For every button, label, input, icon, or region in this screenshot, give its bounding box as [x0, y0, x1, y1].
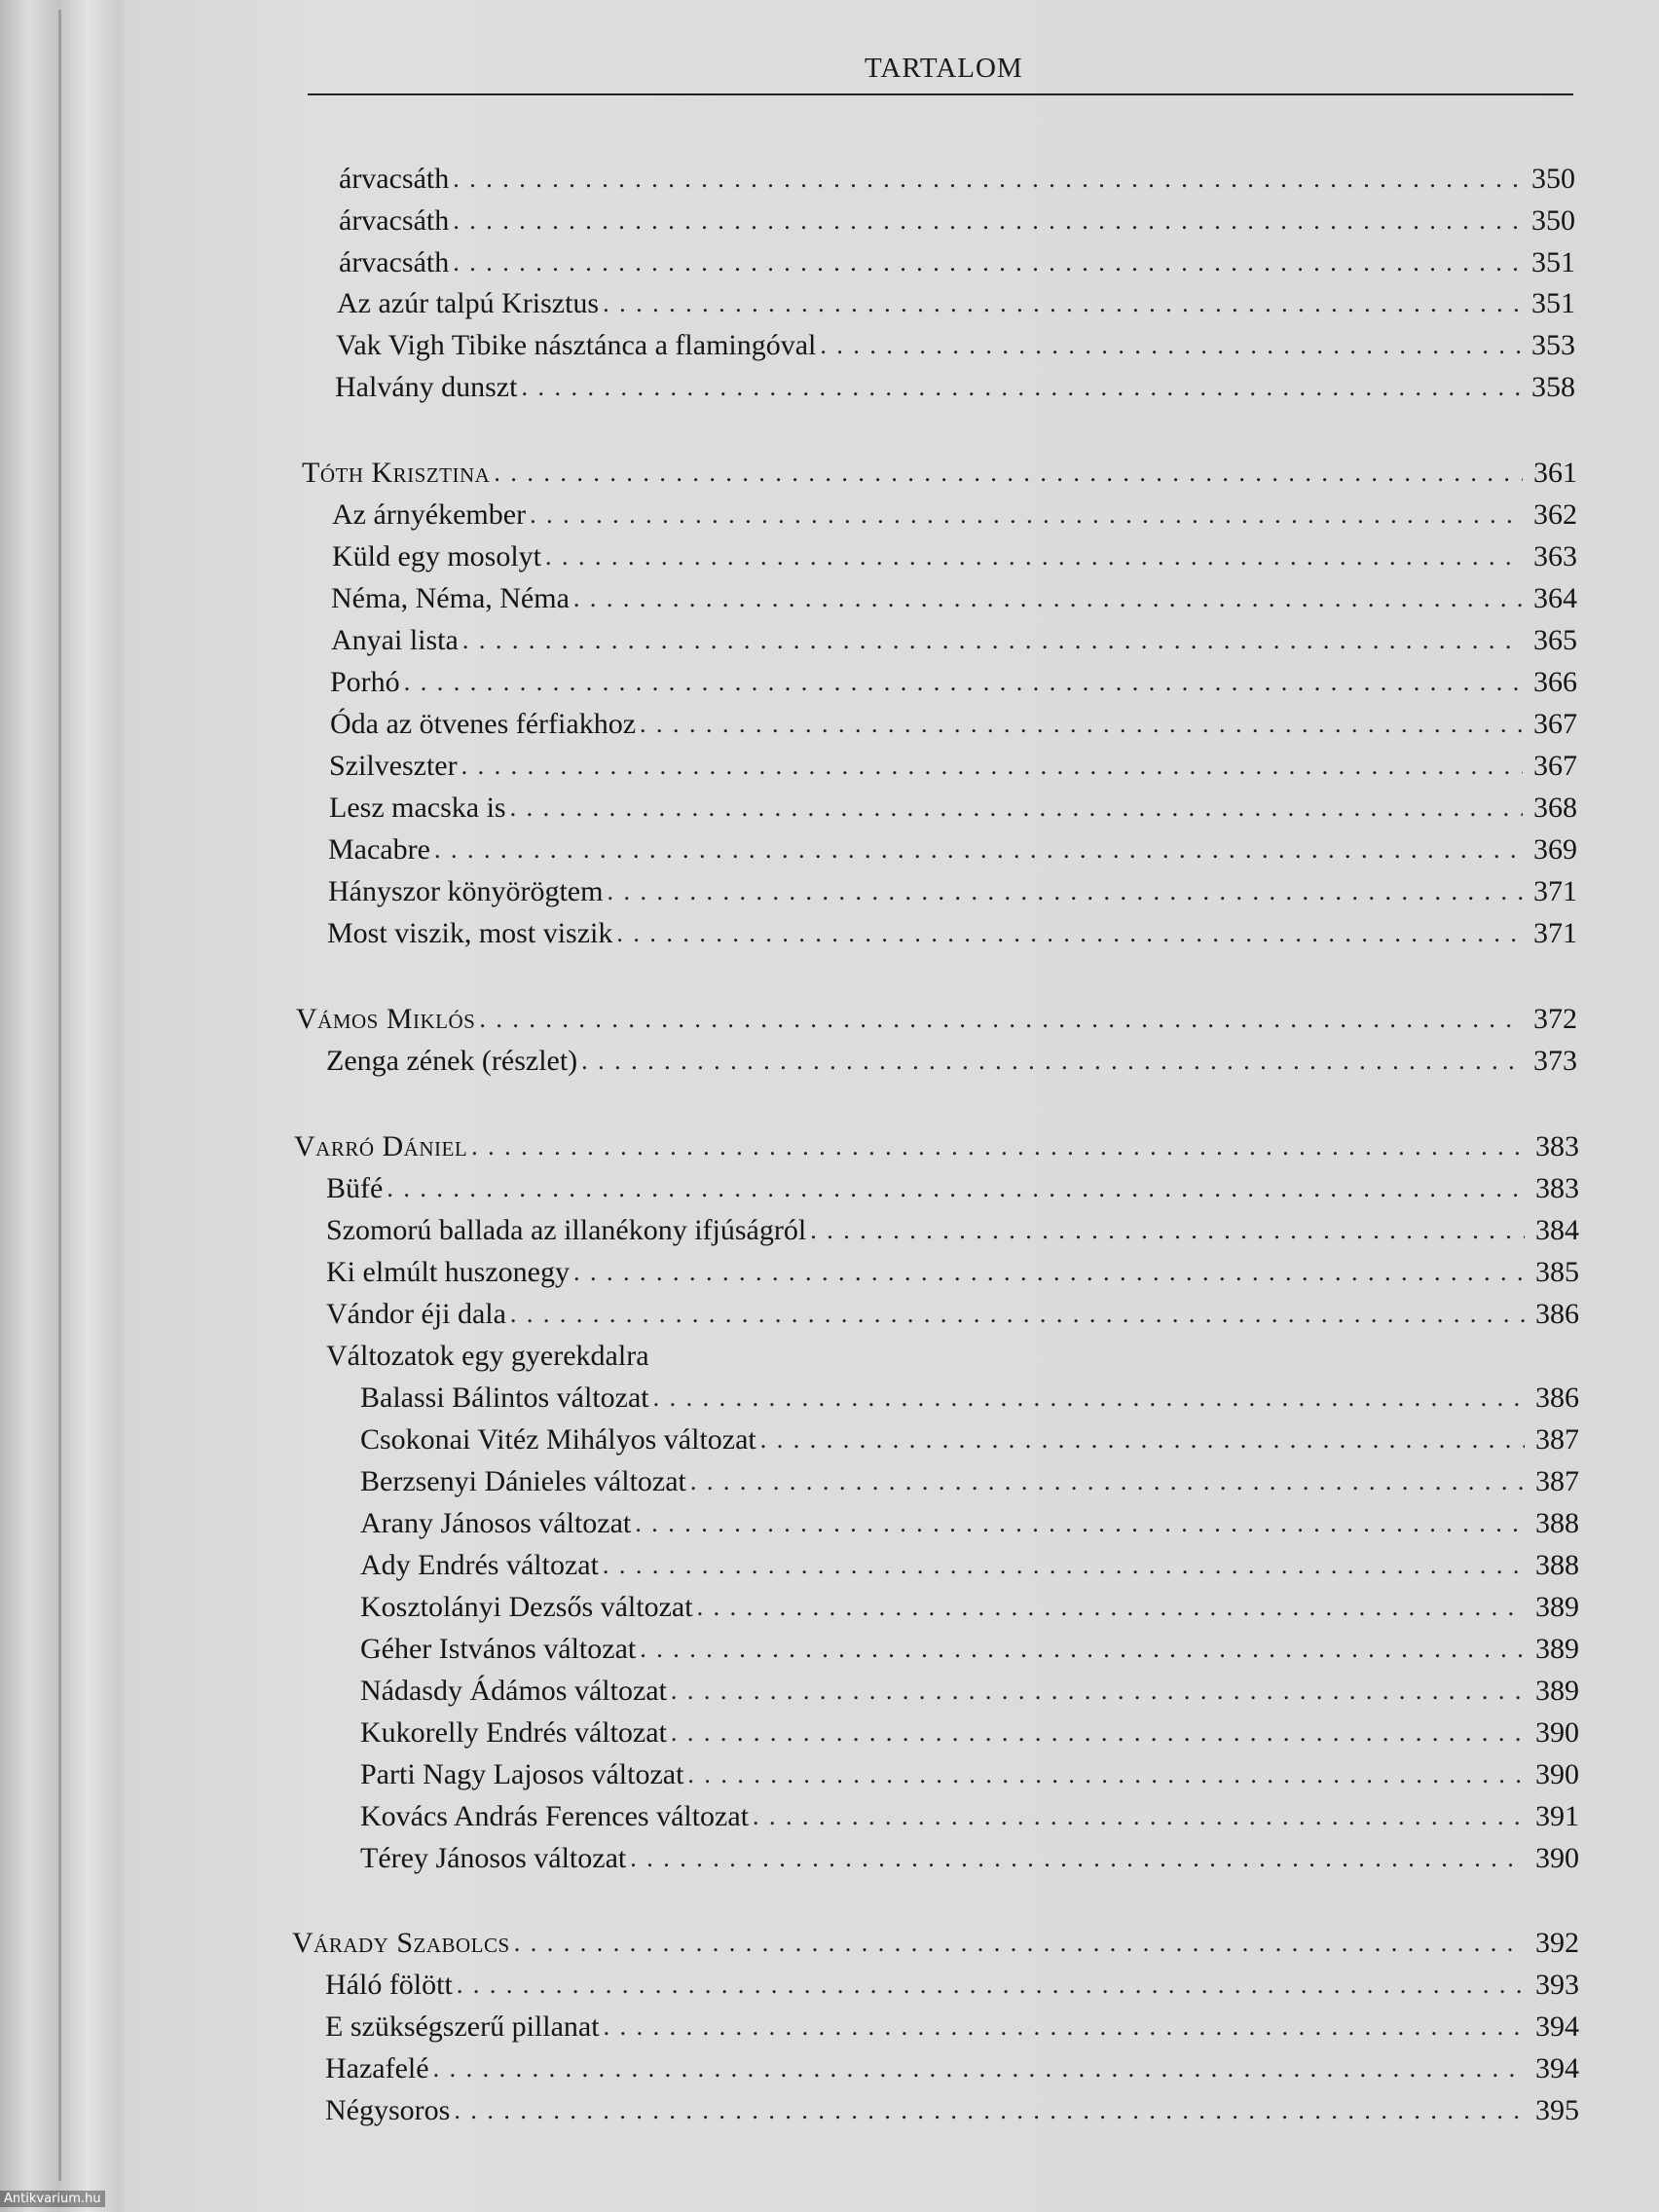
toc-entry-title: Háló fölött: [325, 1969, 453, 2001]
dot-leader: [545, 537, 1523, 576]
toc-entry-page: 384: [1535, 1214, 1579, 1246]
toc-entry-title: Büfé: [326, 1172, 384, 1204]
dot-leader: [671, 1672, 1525, 1711]
dot-leader: [404, 663, 1523, 702]
toc-entry-page: 390: [1535, 1842, 1579, 1874]
dot-leader: [387, 1169, 1525, 1208]
toc-entry-page: 389: [1535, 1633, 1579, 1665]
running-head: TARTALOM: [865, 53, 1023, 84]
toc-entry-lesz-macska: [329, 789, 1577, 828]
dot-leader: [461, 747, 1523, 786]
toc-entry-page: 364: [1533, 582, 1577, 614]
toc-entry-page: 386: [1535, 1382, 1579, 1414]
toc-entry-page: 383: [1535, 1172, 1579, 1204]
toc-entry-arnyekember: [332, 496, 1577, 535]
toc-author-varro-daniel: [294, 1127, 1579, 1166]
toc-entry-page: 353: [1531, 329, 1575, 361]
toc-entry-page: 389: [1535, 1675, 1579, 1707]
dot-leader: [810, 1211, 1525, 1250]
dot-leader: [753, 1797, 1525, 1836]
toc-entry-title: Porhó: [330, 666, 400, 698]
toc-entry-macabre: [328, 830, 1577, 869]
dot-leader: [521, 368, 1521, 407]
toc-entry-title: Küld egy mosolyt: [332, 540, 541, 572]
toc-entry-title: Vándor éji dala: [326, 1298, 506, 1330]
toc-entry-page: 367: [1533, 750, 1577, 782]
toc-author-name: Tóth Krisztina: [302, 457, 491, 489]
toc-entry-title: Géher Istvános változat: [360, 1633, 637, 1665]
dot-leader: [573, 579, 1523, 618]
toc-entry-kuld-egy-mosolyt: [332, 537, 1577, 576]
toc-entry-title: Négysoros: [325, 2094, 451, 2126]
toc-entry-page: 387: [1535, 1465, 1579, 1497]
toc-entry-page: 362: [1533, 498, 1577, 531]
dot-leader: [479, 1000, 1523, 1039]
toc-author-toth-krisztina: [302, 454, 1577, 493]
dot-leader: [603, 1546, 1525, 1585]
dot-leader: [616, 914, 1523, 953]
toc-entry-szilveszter: [329, 747, 1577, 786]
dot-leader: [573, 1253, 1525, 1292]
toc-subentry-kosztolanyi: [360, 1588, 1579, 1627]
toc-subentry-kovacs-andras: [360, 1797, 1579, 1836]
toc-entry-page: 391: [1535, 1800, 1579, 1832]
toc-entry-title: Szomorú ballada az illanékony ifjúságról: [326, 1214, 807, 1246]
toc-entry-title: Vak Vigh Tibike násztánca a flamingóval: [336, 329, 817, 361]
toc-author-name: Vámos Miklós: [296, 1003, 476, 1035]
toc-entry-page: 367: [1533, 708, 1577, 740]
toc-entry-title: Zenga zének (részlet): [326, 1045, 578, 1077]
toc-entry-hazafele: [325, 2049, 1579, 2088]
toc-entry-page: 373: [1533, 1045, 1577, 1077]
toc-entry-most-viszik: [327, 914, 1577, 953]
toc-entry-negysoros: [325, 2091, 1579, 2130]
watermark: Antikvarium.hu: [0, 2191, 105, 2207]
dot-leader: [604, 2008, 1525, 2046]
toc-entry-page: 385: [1535, 1256, 1579, 1288]
toc-entry-title: Változatok egy gyerekdalra: [326, 1340, 649, 1372]
toc-author-name: Várady Szabolcs: [292, 1927, 510, 1959]
toc-subentry-parti-nagy: [360, 1755, 1579, 1794]
toc-entry-arvacsath-1: [339, 160, 1575, 199]
dot-leader: [581, 1042, 1523, 1081]
dot-leader: [530, 496, 1523, 535]
toc-author-varady-szabolcs: [292, 1924, 1579, 1963]
dot-leader: [434, 830, 1523, 869]
toc-entry-title: Nádasdy Ádámos változat: [360, 1675, 667, 1707]
toc-entry-page: 395: [1535, 2094, 1579, 2126]
toc-entry-title: Az azúr talpú Krisztus: [337, 287, 600, 319]
toc-author-name: Varró Dániel: [294, 1130, 468, 1162]
dot-leader: [453, 202, 1521, 240]
toc-entry-bufe: [326, 1169, 1579, 1208]
toc-entry-page: 388: [1535, 1507, 1579, 1539]
toc-entry-page: 390: [1535, 1758, 1579, 1790]
toc-entry-page: 371: [1533, 875, 1577, 907]
toc-entry-title: Néma, Néma, Néma: [331, 582, 570, 614]
toc-entry-halvany-dunszt: [335, 368, 1575, 407]
toc-entry-title: Az árnyékember: [332, 498, 527, 531]
dot-leader: [433, 2049, 1525, 2088]
toc-entry-halo-folott: [325, 1966, 1579, 2005]
toc-entry-page: 366: [1533, 666, 1577, 698]
dot-leader: [635, 1504, 1525, 1543]
dot-leader: [640, 705, 1523, 744]
toc-entry-page: 358: [1531, 371, 1575, 403]
dot-leader: [510, 1295, 1525, 1334]
toc-entry-page: 350: [1531, 204, 1575, 237]
dot-leader: [454, 2091, 1525, 2130]
toc-subentry-terey: [360, 1839, 1579, 1878]
toc-entry-porho: [330, 663, 1577, 702]
toc-entry-vandor-eji-dala: [326, 1295, 1579, 1334]
toc-entry-page: 394: [1535, 2052, 1579, 2084]
toc-entry-page: 394: [1535, 2010, 1579, 2043]
dot-leader: [453, 160, 1521, 199]
toc-entry-title: Ady Endrés változat: [360, 1549, 599, 1581]
toc-subentry-nadasdy: [360, 1672, 1579, 1711]
toc-entry-page: 372: [1533, 1003, 1577, 1035]
toc-entry-title: Térey Jánosos változat: [360, 1842, 627, 1874]
toc-entry-page: 393: [1535, 1969, 1579, 2001]
toc-entry-page: 389: [1535, 1591, 1579, 1623]
toc-entry-page: 371: [1533, 917, 1577, 949]
toc-entry-ki-elmult: [326, 1253, 1579, 1292]
dot-leader: [653, 1379, 1525, 1418]
toc-author-vamos-miklos: [296, 1000, 1577, 1039]
toc-entry-page: 387: [1535, 1423, 1579, 1456]
toc-entry-title: Anyai lista: [331, 624, 459, 656]
toc-entry-page: 383: [1535, 1130, 1579, 1162]
toc-entry-title: E szükségszerű pillanat: [325, 2010, 600, 2043]
dot-leader: [640, 1630, 1525, 1669]
toc-subentry-arany: [360, 1504, 1579, 1543]
toc-entry-page: 351: [1531, 287, 1575, 319]
toc-entry-page: 363: [1533, 540, 1577, 572]
toc-entry-title: Halvány dunszt: [335, 371, 518, 403]
dot-leader: [494, 454, 1523, 493]
dot-leader: [820, 326, 1521, 365]
toc-entry-oda: [330, 705, 1577, 744]
toc-entry-page: 368: [1533, 792, 1577, 824]
dot-leader: [690, 1462, 1525, 1501]
toc-subentry-kukorelly: [360, 1714, 1579, 1752]
toc-entry-title: Kukorelly Endrés változat: [360, 1716, 667, 1749]
dot-leader: [453, 243, 1521, 282]
toc-entry-vak-vigh: [336, 326, 1575, 365]
toc-entry-valtozatok: [326, 1337, 1105, 1376]
dot-leader: [671, 1714, 1525, 1752]
toc-entry-title: Berzsenyi Dánieles változat: [360, 1465, 686, 1497]
toc-entry-page: 361: [1533, 457, 1577, 489]
toc-subentry-ady: [360, 1546, 1579, 1585]
toc-entry-title: árvacsáth: [339, 204, 450, 237]
toc-entry-anyai-lista: [331, 621, 1577, 660]
toc-entry-title: Hányszor könyörögtem: [328, 875, 604, 907]
toc-entry-e-szuksegszeru: [325, 2008, 1579, 2046]
dot-leader: [603, 284, 1521, 323]
toc-entry-page: 386: [1535, 1298, 1579, 1330]
toc-entry-title: Óda az ötvenes férfiakhoz: [330, 708, 637, 740]
toc-entry-title: Macabre: [328, 833, 430, 866]
toc-entry-azur-talpu: [337, 284, 1575, 323]
dot-leader: [687, 1755, 1525, 1794]
toc-entry-page: 365: [1533, 624, 1577, 656]
dot-leader: [514, 1924, 1525, 1963]
dot-leader: [607, 872, 1523, 911]
dot-leader: [510, 789, 1523, 828]
toc-entry-arvacsath-3: [339, 243, 1575, 282]
dot-leader: [697, 1588, 1525, 1627]
toc-entry-title: Most viszik, most viszik: [327, 917, 613, 949]
toc-entry-page: 351: [1531, 246, 1575, 278]
toc-entry-nema: [331, 579, 1577, 618]
toc-entry-page: 369: [1533, 833, 1577, 866]
toc-subentry-balassi: [360, 1379, 1579, 1418]
toc-entry-title: Lesz macska is: [329, 792, 506, 824]
toc-entry-title: Kosztolányi Dezsős változat: [360, 1591, 693, 1623]
toc-subentry-csokonai: [360, 1420, 1579, 1459]
toc-entry-page: 392: [1535, 1927, 1579, 1959]
toc-entry-title: Parti Nagy Lajosos változat: [360, 1758, 684, 1790]
dot-leader: [760, 1420, 1525, 1459]
toc-entry-title: Balassi Bálintos változat: [360, 1382, 649, 1414]
toc-entry-title: Csokonai Vitéz Mihályos változat: [360, 1423, 756, 1456]
toc-entry-title: Szilveszter: [329, 750, 458, 782]
toc-entry-zenga-zenek: [326, 1042, 1577, 1081]
dot-leader: [630, 1839, 1525, 1878]
dot-leader: [457, 1966, 1525, 2005]
toc-subentry-berzsenyi: [360, 1462, 1579, 1501]
toc-entry-title: Hazafelé: [325, 2052, 429, 2084]
toc-entry-page: 350: [1531, 163, 1575, 195]
toc-entry-page: 390: [1535, 1716, 1579, 1749]
toc-entry-title: Arany Jánosos változat: [360, 1507, 632, 1539]
toc-entry-title: Kovács András Ferences változat: [360, 1800, 750, 1832]
toc-entry-title: árvacsáth: [339, 163, 450, 195]
toc-entry-szomoru-ballada: [326, 1211, 1579, 1250]
toc-entry-title: Ki elmúlt huszonegy: [326, 1256, 570, 1288]
toc-entry-page: 388: [1535, 1549, 1579, 1581]
toc-entry-arvacsath-2: [339, 202, 1575, 240]
toc-subentry-geher: [360, 1630, 1579, 1669]
toc-entry-title: árvacsáth: [339, 246, 450, 278]
dot-leader: [462, 621, 1523, 660]
toc-entry-hanyszor: [328, 872, 1577, 911]
dot-leader: [471, 1127, 1525, 1166]
